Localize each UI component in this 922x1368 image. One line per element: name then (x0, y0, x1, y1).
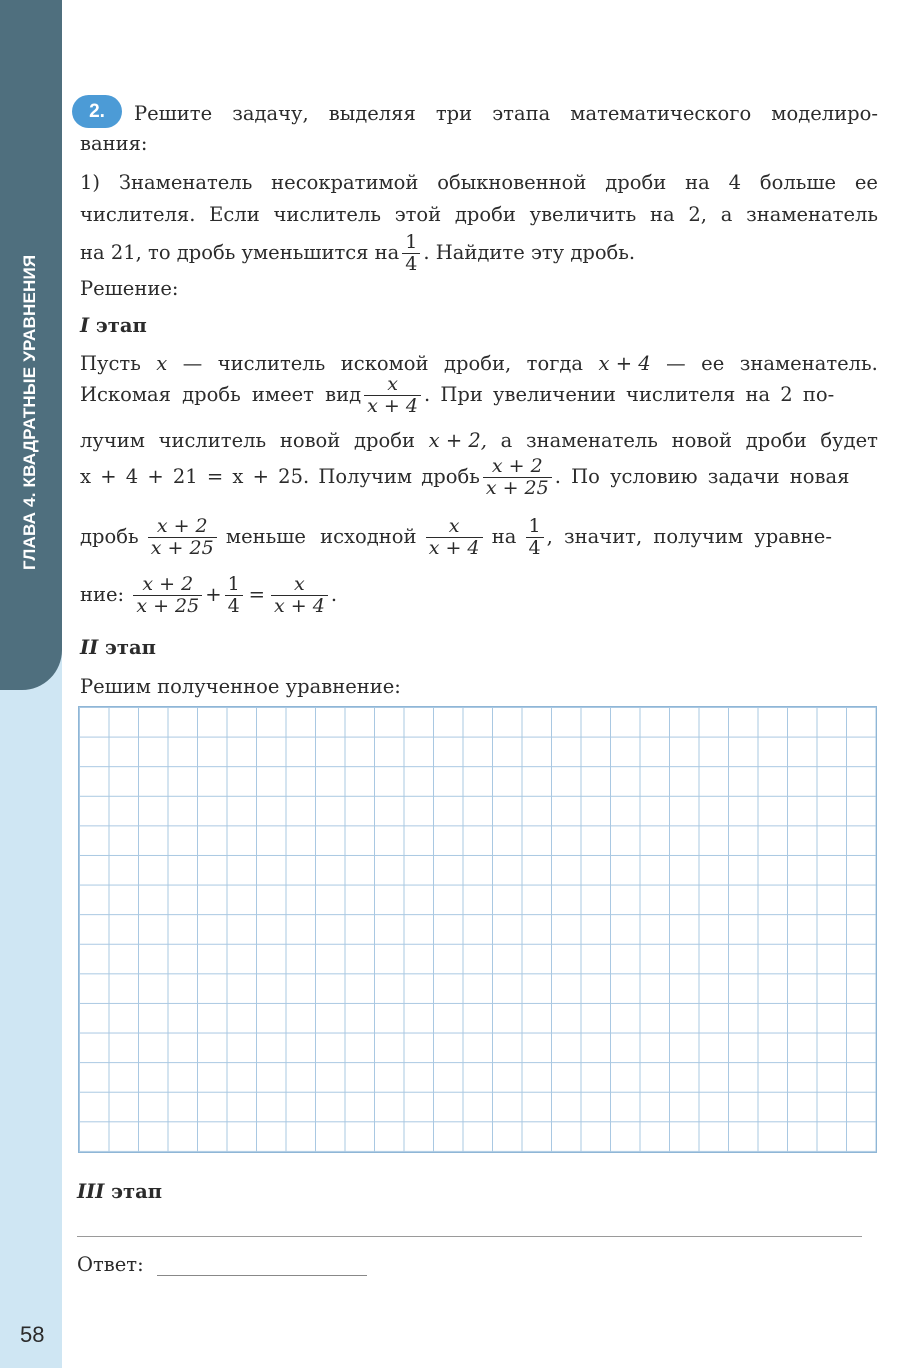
word: — (182, 352, 203, 375)
solution-label: Решение: (80, 277, 179, 300)
word: Решите (134, 102, 213, 125)
word: новой (279, 429, 341, 452)
word: три (435, 102, 473, 125)
equation-line: ние: $\frac{x + 2}{x + 25}$ + $\frac{1}{4}$ = $\frac{x}{x + 4}$ . (80, 573, 338, 617)
stage1-line5: дробь $\frac{x + 2}{x + 25}$ меньше исходной $\frac{x}{x + 4}$ на $\frac{1}{4}$ , значит, получим уравне- (80, 515, 832, 559)
word: а (500, 429, 513, 452)
word: числитель (217, 352, 326, 375)
word: числитель (273, 203, 381, 226)
word: дроби (353, 429, 415, 452)
word: — (666, 352, 686, 375)
fraction-original: $\frac{x}{x + 4}$ (426, 516, 483, 559)
stage1-heading: I этап (80, 314, 147, 337)
word: этапа (492, 102, 551, 125)
word: ее (854, 171, 878, 194)
word: Пусть (80, 352, 141, 375)
word: 1) (80, 171, 101, 194)
word: дроби (745, 429, 807, 452)
word: будет (820, 429, 878, 452)
word: этой (394, 203, 442, 226)
stage2-heading: II этап (80, 636, 156, 659)
fraction-new: $\frac{x + 2}{x + 25}$ (148, 516, 217, 559)
word: дроби, (444, 352, 512, 375)
fraction-x-plus-2-over-x-plus-25: $\frac{x + 2}{x + 25}$ (483, 456, 552, 499)
stage3-heading: III этап (77, 1180, 163, 1203)
word: тогда (526, 352, 584, 375)
word: Знаменатель (118, 171, 253, 194)
stage1-line3 (80, 429, 878, 453)
fraction-one-quarter: $\frac{1}{4}$ (402, 232, 420, 275)
page-number: 58 (20, 1322, 45, 1347)
task-number-badge: 2. (72, 95, 122, 128)
word: новой (671, 429, 733, 452)
word: 2, (688, 203, 707, 226)
eq-fraction-1: $\frac{x + 2}{x + 25}$ (133, 574, 202, 617)
word: числитель (158, 429, 267, 452)
word: дроби (454, 203, 516, 226)
chapter-title: ГЛАВА 4. КВАДРАТНЫЕ УРАВНЕНИЯ (20, 254, 39, 570)
word: 4 (728, 171, 741, 194)
word: на (685, 171, 710, 194)
problem-line1 (80, 171, 878, 195)
problem-line2 (80, 203, 878, 227)
eq-fraction-3: $\frac{x}{x + 4}$ (271, 574, 328, 617)
answer-field[interactable] (157, 1275, 367, 1276)
word: x + 2, (428, 429, 487, 452)
answer-label: Ответ: (77, 1253, 144, 1276)
word: больше (759, 171, 837, 194)
word: Если (209, 203, 260, 226)
fraction-quarter: $\frac{1}{4}$ (526, 516, 544, 559)
answer-grid[interactable] (78, 706, 877, 1153)
task-intro-line2: вания: (80, 132, 148, 155)
word: моделиро- (771, 102, 878, 125)
word: математического (570, 102, 752, 125)
word: выделяя (328, 102, 416, 125)
word: x + 4 (598, 352, 651, 375)
eq-fraction-2: $\frac{1}{4}$ (225, 574, 243, 617)
word: знаменатель (746, 203, 878, 226)
stage3-writing-line[interactable] (77, 1236, 862, 1237)
problem-line3: на 21, то дробь уменьшится на $\frac{1}{4}$ . Найдите эту дробь. (80, 231, 636, 275)
stage1-line2: Искомая дробь имеет вид $\frac{x}{x + 4}$ . При увеличении числителя на 2 по- (80, 373, 835, 417)
word: а (720, 203, 733, 226)
word: лучим (80, 429, 145, 452)
word: обыкновенной (437, 171, 587, 194)
fraction-x-over-x-plus-4: $\frac{x}{x + 4}$ (364, 374, 421, 417)
task-intro-line1 (134, 102, 878, 126)
stage1-line4: x + 4 + 21 = x + 25. Получим дробь $\frac{x + 2}{x + 25}$ . По условию задачи новая (80, 455, 850, 499)
word: несократимой (271, 171, 419, 194)
word: задачу, (232, 102, 309, 125)
word: на (650, 203, 675, 226)
stage2-text: Решим полученное уравнение: (80, 675, 401, 698)
word: знаменатель (525, 429, 658, 452)
word: числителя. (80, 203, 196, 226)
word: дроби (605, 171, 667, 194)
word: увеличить (529, 203, 637, 226)
word: ее (701, 352, 725, 375)
word: x (156, 352, 168, 375)
word: искомой (340, 352, 429, 375)
word: знаменатель. (739, 352, 878, 375)
